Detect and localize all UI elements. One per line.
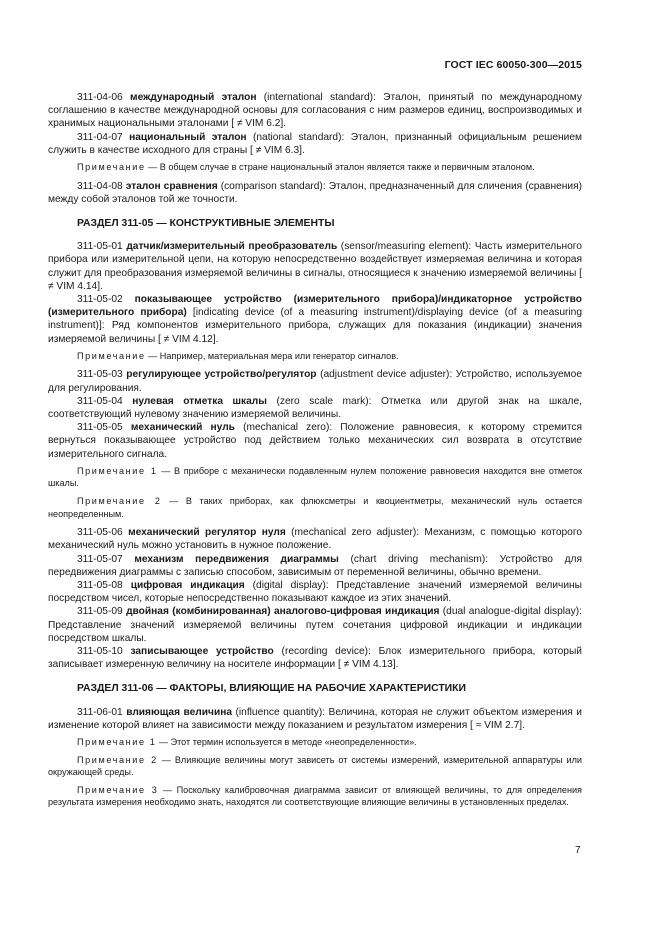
note-paragraph: [48, 784, 582, 809]
note-text: — В приборе с механически подавленным нулем положение равновесия находится вне отметок шкалы.: [48, 465, 583, 489]
note-paragraph: [48, 161, 582, 174]
term-code: 311-05-06: [77, 527, 123, 539]
term-entry: [48, 91, 582, 131]
note-text: — Этот термин используется в методе «неопределенности».: [156, 737, 417, 748]
note-paragraph: [48, 736, 582, 749]
term-entry: [48, 605, 582, 645]
term-entry: [48, 240, 582, 293]
term-name: двойная (комбинированная) аналогово-цифровая индикация: [126, 606, 440, 618]
note-label: Примечание 1: [77, 465, 158, 476]
note-paragraph: [48, 465, 582, 490]
note-paragraph: [48, 495, 582, 520]
term-definition: (national standard): Эталон, признанный официальным решением служить в качестве исходного для страны [ ≠ VIM 6.3].: [48, 131, 582, 156]
term-entry: [48, 131, 582, 157]
term-definition: [indicating device (of a measuring instrument)/displaying device (of a measuring instrument)]: Ряд компонентов измерительного прибора, служащих для показания (индикации) значения измеряемой величины [ ≠ VIM 4.12].: [48, 307, 582, 345]
note-text: — В таких приборах, как флюксметры и квоциентметры, механический нуль остается неопределенным.: [48, 496, 583, 519]
term-code: 311-05-08: [77, 580, 123, 592]
note-paragraph: [48, 350, 582, 363]
term-code: 311-05-05: [77, 422, 123, 434]
term-definition: (influence quantity): Величина, которая не служит объектом измерения и изменение которой влияет на зависимости между показанием и результатом измерения [ ≈ VIM 2.7].: [48, 706, 582, 731]
term-code: 311-05-10: [77, 646, 123, 658]
term-entry: [48, 645, 582, 671]
term-entry: [48, 395, 582, 421]
note-label: Примечание 2: [77, 754, 158, 765]
page-number: 7: [575, 845, 581, 856]
term-entry: [48, 526, 582, 552]
note-paragraph: [48, 754, 582, 779]
term-definition: (adjustment device adjuster): Устройство, используемое для регулирования.: [48, 369, 582, 394]
term-definition: (recording device): Блок измерительного прибора, который записывает измеренную величину на носителе информации [ ≠ VIM 4.13].: [48, 646, 582, 671]
term-code: 311-05-02: [77, 294, 123, 306]
term-name: датчик/измерительный преобразователь: [126, 241, 338, 253]
term-name: показывающее устройство (измерительного прибора)/индикаторное устройство (измерительного прибора): [48, 294, 582, 319]
term-entry: [48, 706, 582, 732]
term-entry: [48, 421, 582, 461]
note-text: — В общем случае в стране национальный эталон является также и первичным эталоном.: [145, 162, 535, 173]
term-name: международный эталон: [130, 92, 257, 103]
term-code: 311-05-01: [77, 241, 123, 253]
term-name: механический нуль: [130, 422, 235, 434]
document-code-header: ГОСТ IEC 60050-300—2015: [444, 59, 582, 71]
note-label: Примечание 3: [77, 784, 159, 795]
note-text: — Например, материальная мера или генератор сигналов.: [145, 350, 399, 361]
term-name: регулирующее устройство/регулятор: [126, 369, 317, 381]
term-definition: (dual analogue-digital display): Представление значений измеряемой величины путем сочетания цифровой индикации и индикации посредством шкалы.: [48, 606, 582, 644]
term-code: 311-06-01: [77, 706, 123, 718]
term-entry: [48, 368, 582, 394]
term-entry: [48, 293, 582, 346]
section-heading: РАЗДЕЛ 311-06 — ФАКТОРЫ, ВЛИЯЮЩИЕ НА РАБОЧИЕ ХАРАКТЕРИСТИКИ: [77, 683, 466, 695]
note-text: — Поскольку калибровочная диаграмма зависит от влияющей величины, то для определения результата измерения необходимо знать, находятся ли соответствующие влияющие величины в установленных пределах.: [48, 784, 582, 808]
term-definition: (digital display): Представление значений измеряемой величины посредством чисел, которые непосредственно показывают каждое из этих значений.: [48, 580, 582, 605]
term-name: эталон сравнения: [125, 180, 218, 192]
term-code: 311-05-09: [77, 606, 123, 618]
term-code: 311-04-07: [77, 131, 123, 143]
note-label: Примечание 1: [77, 737, 157, 748]
term-definition: (sensor/measuring element): Часть измерительного прибора или измерительной цепи, на которую непосредственно воздействует измеряемая величина и которая служит для преобразования измеряемой величины в сигналы, относящиеся к значению измеряемой величины [ ≠ VIM 4.14].: [48, 241, 582, 292]
term-name: нулевая отметка шкалы: [132, 395, 267, 407]
term-code: 311-05-07: [77, 553, 123, 565]
term-name: механический регулятор нуля: [128, 527, 286, 539]
note-label: Примечание 2: [77, 496, 162, 507]
term-code: 311-05-03: [77, 369, 123, 381]
note-text: — Влияющие величины могут зависеть от системы измерений, измерительной аппаратуры или окружающей среды.: [48, 754, 582, 778]
term-entry: [48, 579, 582, 605]
term-code: 311-04-08: [77, 180, 123, 192]
section-heading: РАЗДЕЛ 311-05 — КОНСТРУКТИВНЫЕ ЭЛЕМЕНТЫ: [77, 218, 335, 230]
term-name: записывающее устройство: [130, 646, 274, 658]
term-definition: (comparison standard): Эталон, предназначенный для сличения (сравнения) между собой эталонов той же точности.: [48, 180, 582, 205]
term-definition: (zero scale mark): Отметка или другой знак на шкале, соответствующий нулевому значению измеряемой величины.: [48, 395, 582, 421]
note-label: Примечание: [77, 162, 146, 173]
term-definition: (chart driving mechanism): Устройство для передвижения диаграммы с записью способом, зависимым от переменной величины, обычно времени.: [48, 553, 582, 578]
term-code: 311-04-06: [77, 92, 123, 103]
document-body: [48, 91, 582, 814]
term-name: национальный эталон: [129, 131, 247, 143]
term-definition: (mechanical zero): Положение равновесия, к которому стремится вернуться показывающее устройство под действием только механических сил возврата в отсутствие измерительного сигнала.: [48, 422, 582, 460]
term-definition: (international standard): Эталон, принятый по международному соглашению в качестве международной основы для согласования с ним размеров единиц, воспроизводимых и хранимых национальными эталонами [ ≠ VIM 6.2].: [48, 92, 582, 130]
term-code: 311-05-04: [77, 395, 123, 407]
term-name: механизм передвижения диаграммы: [134, 553, 339, 565]
term-name: цифровая индикация: [130, 580, 245, 592]
term-entry: [48, 553, 582, 579]
term-definition: (mechanical zero adjuster): Механизм, с помощью которого механический нуль можно установить в нужное положение.: [48, 527, 582, 552]
term-entry: [48, 180, 582, 206]
note-label: Примечание: [77, 350, 146, 361]
term-name: влияющая величина: [126, 706, 233, 718]
